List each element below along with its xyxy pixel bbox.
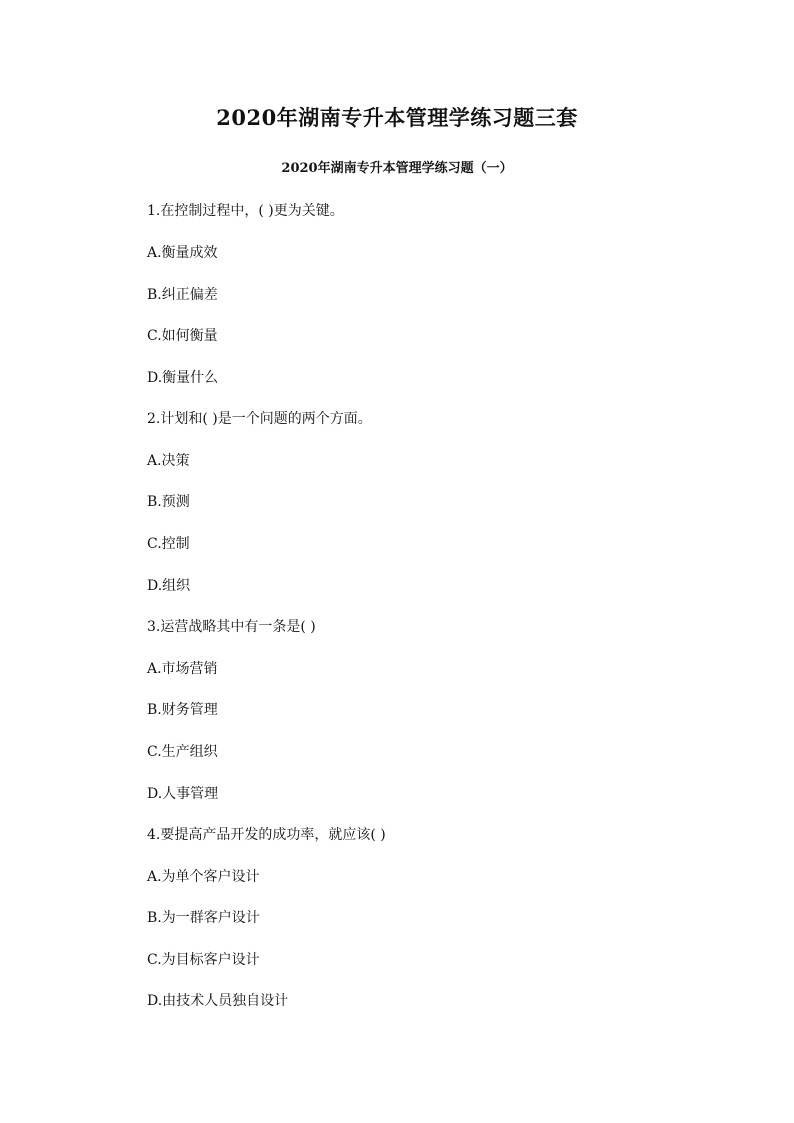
q1-option-c: C.如何衡量 [147,328,218,344]
q4-option-d: D.由技术人员独自设计 [147,993,289,1009]
q3-option-a: A.市场营销 [147,661,218,677]
q2-option-a: A.决策 [147,453,190,469]
q1-option-d: D.衡量什么 [147,370,219,386]
q2-option-b: B.预测 [147,494,190,510]
q1-option-a: A.衡量成效 [147,245,218,261]
q1-option-b: B.纠正偏差 [147,287,218,303]
q3-option-d: D.人事管理 [147,786,219,802]
question-4: 4.要提高产品开发的成功率，就应该( ) [147,827,386,843]
question-1: 1.在控制过程中，( )更为关键。 [147,203,344,219]
section-heading: 2020年湖南专升本管理学练习题（一） [281,161,513,176]
document-title: 2020年湖南专升本管理学练习题三套 [216,105,578,130]
question-3: 3.运营战略其中有一条是( ) [147,619,316,635]
question-2: 2.计划和( )是一个问题的两个方面。 [147,411,372,427]
q2-option-d: D.组织 [147,578,191,594]
q3-option-c: C.生产组织 [147,744,218,760]
q4-option-a: A.为单个客户设计 [147,869,260,885]
q4-option-c: C.为目标客户设计 [147,952,260,968]
q3-option-b: B.财务管理 [147,702,218,718]
q2-option-c: C.控制 [147,536,190,552]
q4-option-b: B.为一群客户设计 [147,910,260,926]
